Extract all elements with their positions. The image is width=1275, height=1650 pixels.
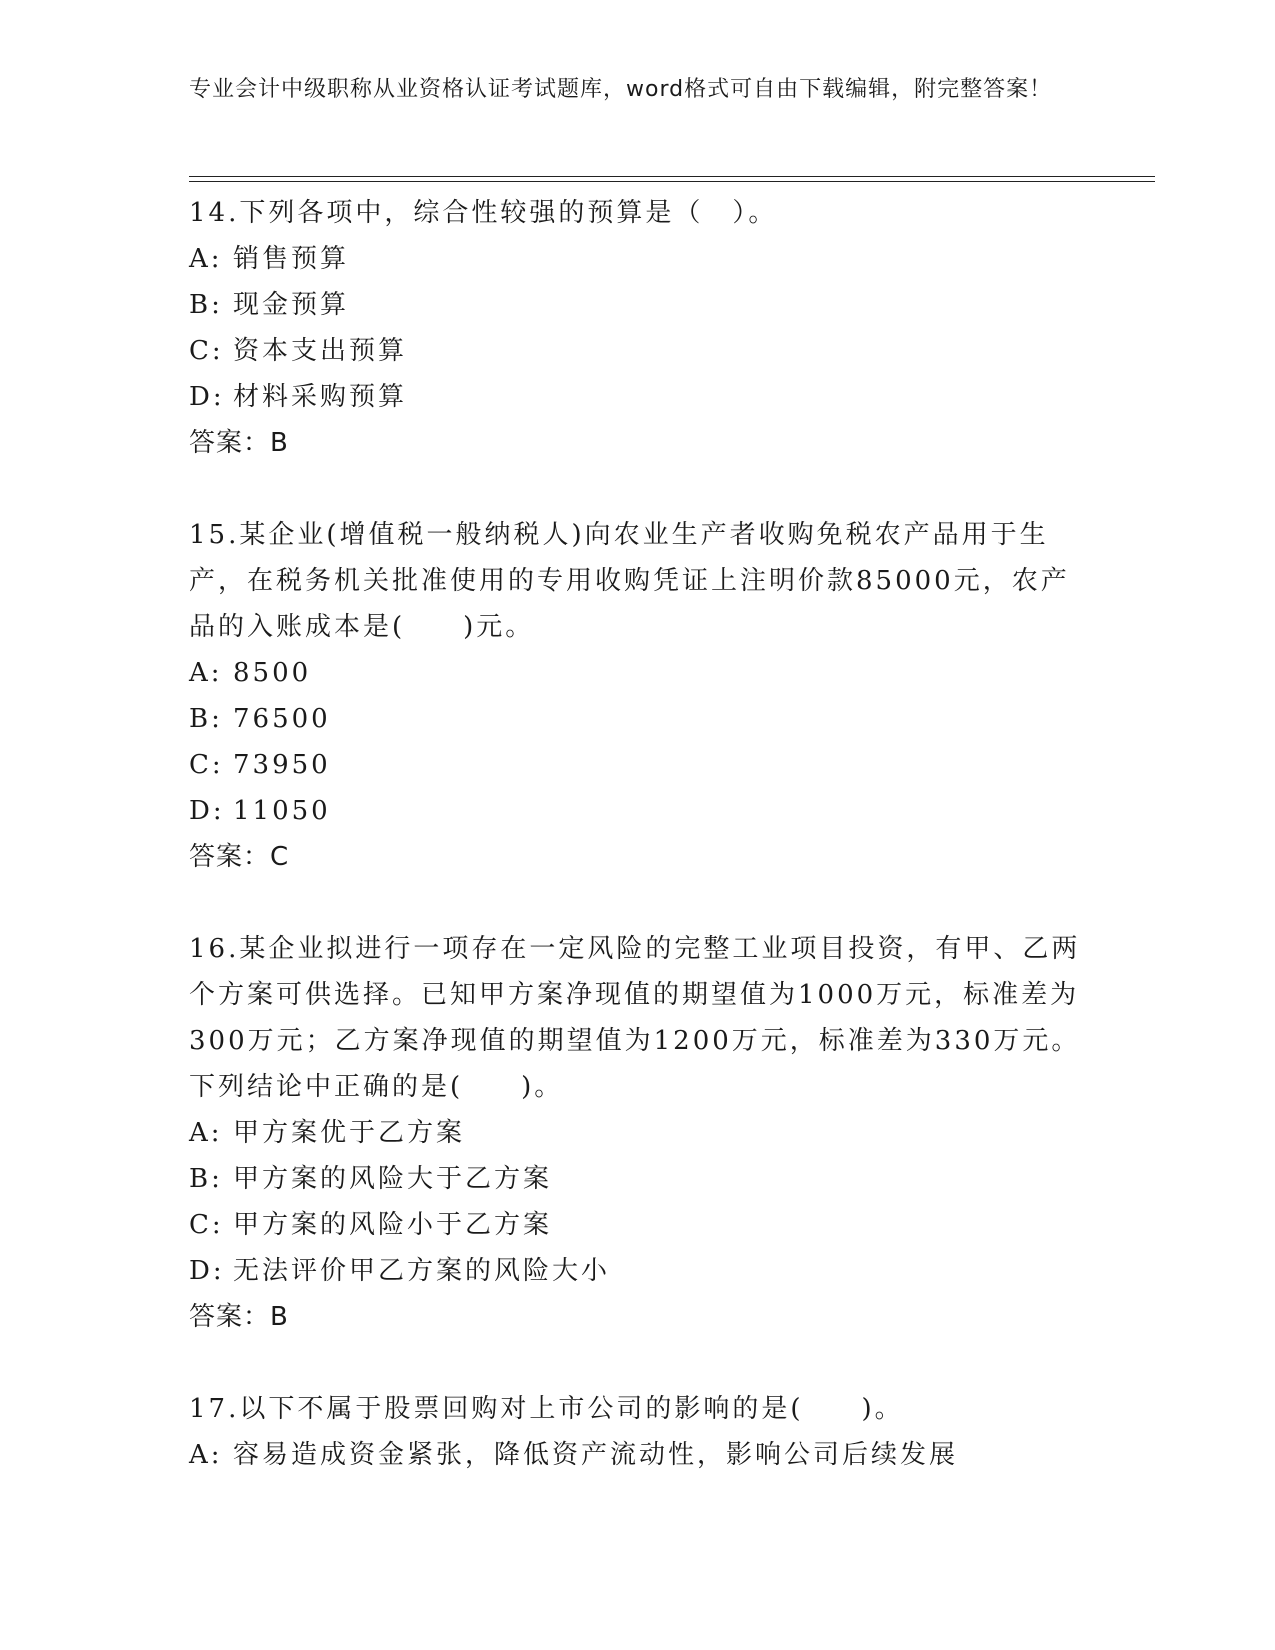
- question-text: 16.某企业拟进行一项存在一定风险的完整工业项目投资，有甲、乙两个方案可供选择。已知甲方案净现值的期望值为1000万元，标准差为300万元；乙方案净现值的期望值为1200万元，标准差为330万元。下列结论中正确的是( )。: [189, 934, 1081, 1102]
- option-letter: D:: [189, 382, 225, 412]
- option-letter: A:: [189, 658, 223, 688]
- option-text: 11050: [233, 796, 331, 826]
- option-letter: B:: [189, 290, 223, 320]
- option-text: 甲方案优于乙方案: [233, 1118, 466, 1148]
- header-divider-bottom: [189, 181, 1155, 182]
- option-text: 甲方案的风险小于乙方案: [233, 1210, 553, 1240]
- option-text: 73950: [233, 750, 331, 780]
- option-text: 容易造成资金紧张，降低资产流动性，影响公司后续发展: [233, 1440, 959, 1470]
- option-c: [189, 328, 1089, 374]
- option-b: [189, 282, 1089, 328]
- option-letter: C:: [189, 336, 224, 366]
- option-d: [189, 374, 1089, 420]
- option-letter: C:: [189, 1210, 224, 1240]
- option-letter: B:: [189, 704, 223, 734]
- option-c: [189, 1202, 1089, 1248]
- question-text: 15.某企业(增值税一般纳税人)向农业生产者收购免税农产品用于生产，在税务机关批准使用的专用收购凭证上注明价款85000元，农产品的入账成本是( )元。: [189, 520, 1070, 642]
- option-text: 甲方案的风险大于乙方案: [233, 1164, 553, 1194]
- option-letter: A:: [189, 1440, 223, 1470]
- option-text: 无法评价甲乙方案的风险大小: [233, 1256, 611, 1286]
- question-16: [189, 926, 1089, 1340]
- header-divider-top: [189, 176, 1155, 177]
- question-15: [189, 512, 1089, 880]
- option-text: 资本支出预算: [233, 336, 408, 366]
- answer: 答案：B: [189, 1302, 289, 1332]
- option-b: [189, 696, 1089, 742]
- option-a: [189, 236, 1089, 282]
- option-letter: A:: [189, 244, 223, 274]
- option-text: 材料采购预算: [233, 382, 408, 412]
- option-b: [189, 1156, 1089, 1202]
- option-a: [189, 1432, 1089, 1478]
- option-d: [189, 1248, 1089, 1294]
- answer: 答案：B: [189, 428, 289, 458]
- option-letter: D:: [189, 796, 225, 826]
- option-d: [189, 788, 1089, 834]
- option-text: 现金预算: [233, 290, 350, 320]
- question-14: [189, 190, 1089, 466]
- option-letter: C:: [189, 750, 224, 780]
- option-letter: D:: [189, 1256, 225, 1286]
- answer: 答案：C: [189, 842, 290, 872]
- option-text: 销售预算: [233, 244, 350, 274]
- option-c: [189, 742, 1089, 788]
- question-list: [189, 190, 1089, 1524]
- document-header: 专业会计中级职称从业资格认证考试题库，word格式可自由下载编辑，附完整答案！: [189, 77, 1053, 102]
- option-letter: B:: [189, 1164, 223, 1194]
- option-text: 8500: [233, 658, 312, 688]
- option-a: [189, 650, 1089, 696]
- option-a: [189, 1110, 1089, 1156]
- question-text: 14.下列各项中，综合性较强的预算是（ ）。: [189, 198, 778, 228]
- option-letter: A:: [189, 1118, 223, 1148]
- question-text: 17.以下不属于股票回购对上市公司的影响的是( )。: [189, 1394, 904, 1424]
- question-17: [189, 1386, 1089, 1478]
- option-text: 76500: [233, 704, 331, 734]
